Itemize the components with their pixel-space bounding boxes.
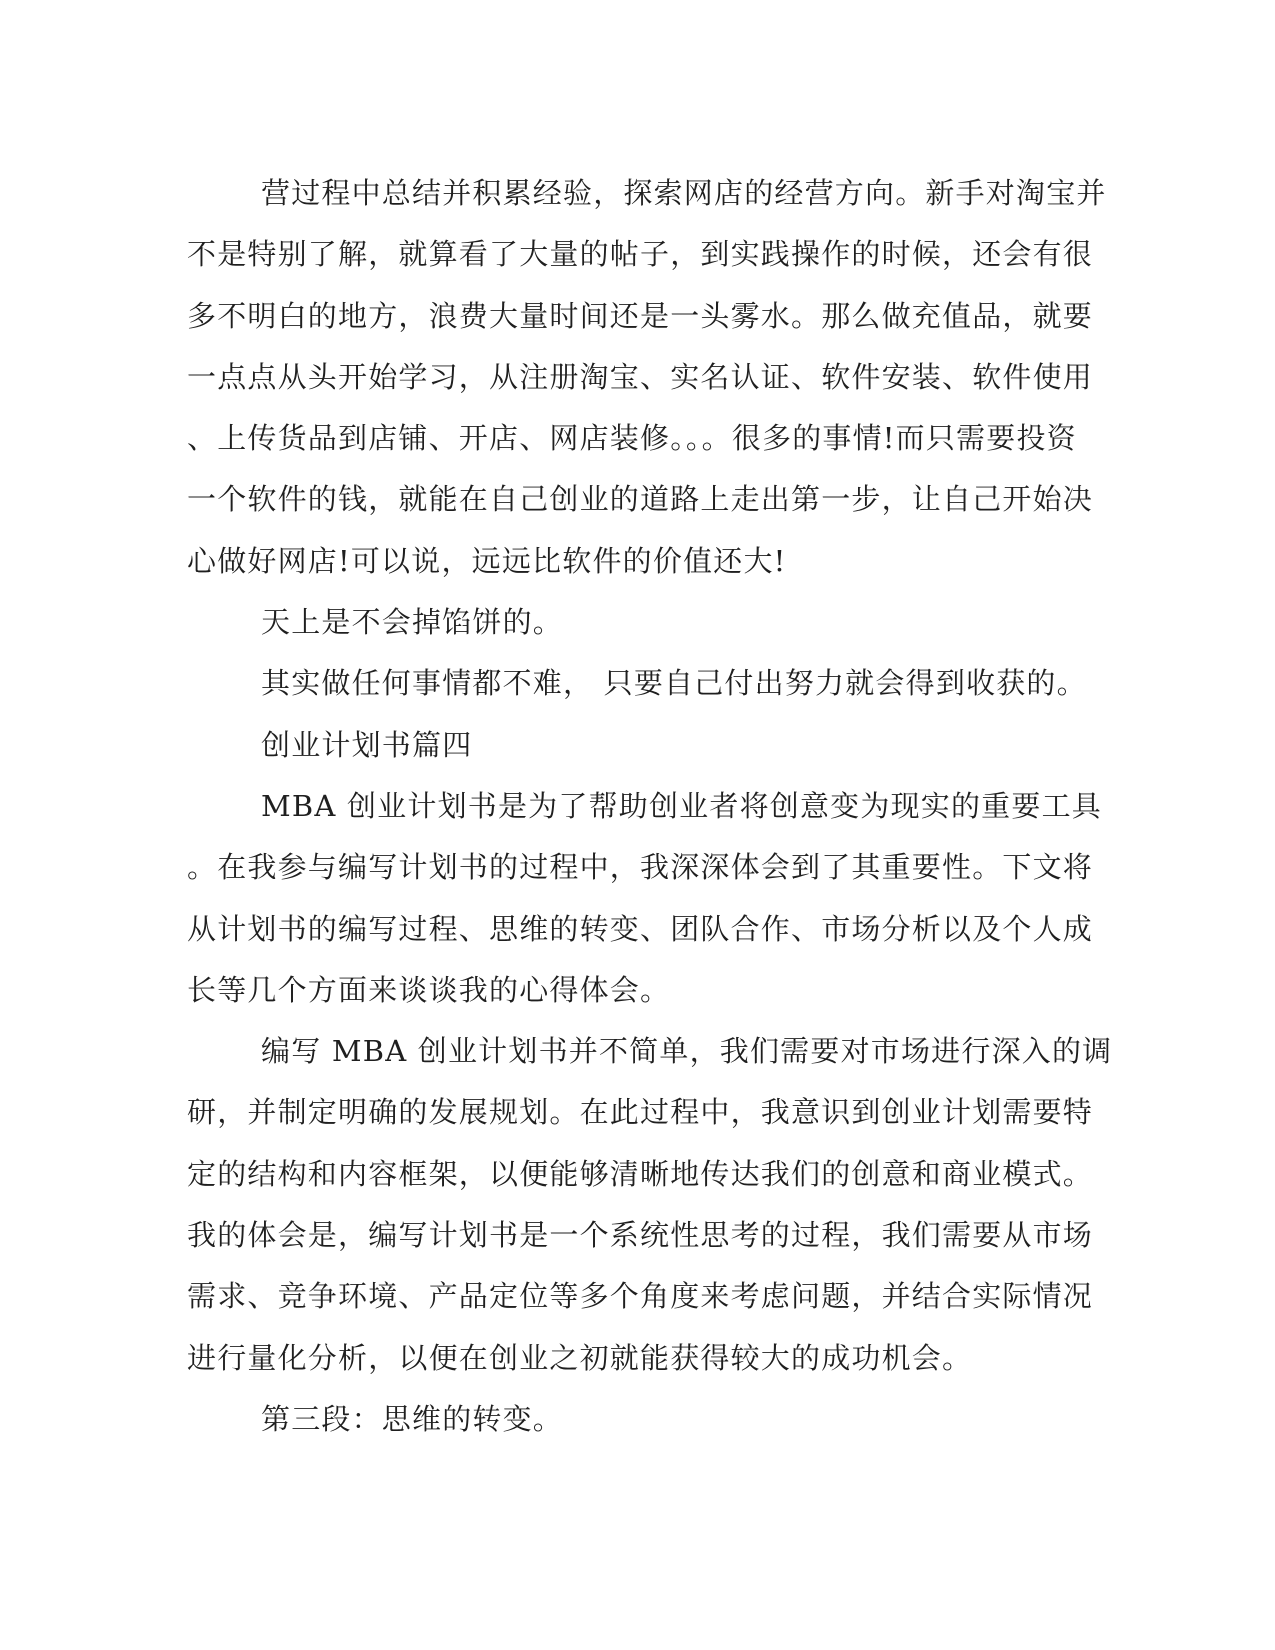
- text-line: 、上传货品到店铺、开店、网店装修。。。很多的事情!而只需要投资: [187, 421, 1077, 456]
- text-line: 。在我参与编写计划书的过程中，我深深体会到了其重要性。下文将: [187, 850, 1094, 885]
- text-line: 长等几个方面来谈谈我的心得体会。: [187, 972, 671, 1007]
- section-heading: 第三段：思维的转变。: [261, 1401, 564, 1436]
- text-line: 天上是不会掉馅饼的。: [261, 605, 564, 640]
- document-body: [187, 163, 1113, 1450]
- text-line: 不是特别了解，就算看了大量的帖子，到实践操作的时候，还会有很: [187, 237, 1094, 272]
- text-line: 其实做任何事情都不难， 只要自己付出努力就会得到收获的。: [261, 666, 1087, 701]
- text-line: MBA 创业计划书是为了帮助创业者将创意变为现实的重要工具: [261, 788, 1102, 823]
- text-line: 需求、竞争环境、产品定位等多个角度来考虑问题，并结合实际情况: [187, 1279, 1094, 1314]
- text-line: 定的结构和内容框架，以便能够清晰地传达我们的创意和商业模式。: [187, 1156, 1094, 1191]
- text-line: 营过程中总结并积累经验，探索网店的经营方向。新手对淘宝并: [261, 176, 1107, 210]
- text-line: 一个软件的钱，就能在自己创业的道路上走出第一步，让自己开始决: [187, 482, 1094, 517]
- text-line: 我的体会是，编写计划书是一个系统性思考的过程，我们需要从市场: [187, 1218, 1094, 1253]
- text-line: 从计划书的编写过程、思维的转变、团队合作、市场分析以及个人成: [187, 911, 1094, 946]
- text-line: 进行量化分析，以便在创业之初就能获得较大的成功机会。: [187, 1340, 973, 1375]
- text-line: 研，并制定明确的发展规划。在此过程中，我意识到创业计划需要特: [187, 1095, 1094, 1130]
- text-line: 多不明白的地方，浪费大量时间还是一头雾水。那么做充值品，就要: [187, 298, 1094, 333]
- text-line: 一点点从头开始学习，从注册淘宝、实名认证、软件安装、软件使用: [187, 359, 1094, 394]
- section-heading: 创业计划书篇四: [261, 727, 473, 762]
- text-line: 编写 MBA 创业计划书并不简单，我们需要对市场进行深入的调: [261, 1034, 1113, 1069]
- text-line: 心做好网店!可以说，远远比软件的价值还大!: [187, 543, 787, 578]
